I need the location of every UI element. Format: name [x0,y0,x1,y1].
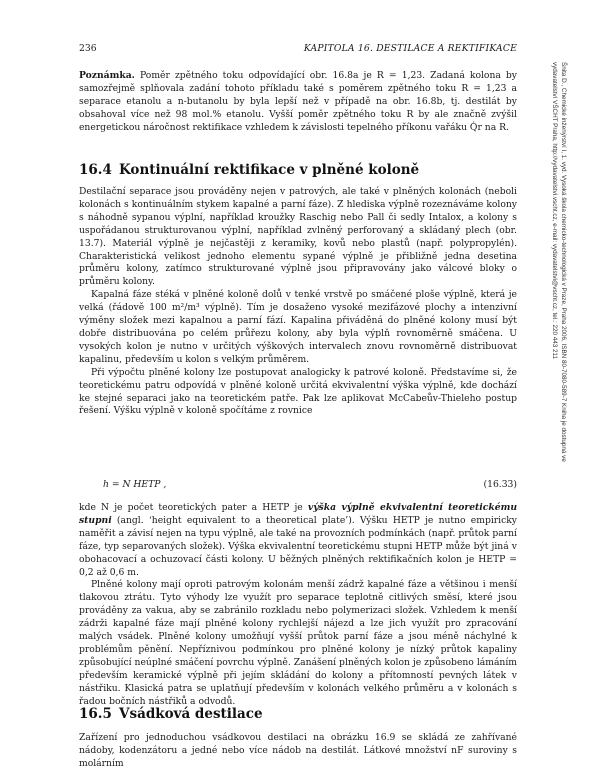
paragraph: kde N je počet teoretických pater a HETP je výška výplně ekvivalentní teoretickému stupni (angl. ‘height equivalent to a theoretical plate’). Výšku HETP je nutno empiricky naměřit a závisí nejen na typu výplně, ale také na provozních podmínkách (např. průtok parní fáze, typ separovaných složek). Výška ekvivalentní teoretickému stupni HETP může být jiná v obohacovací a ochuzovací části kolony. U běžných plněných rektifikačních kolon je HETP = 0,2 až 0,6 m. [79,502,517,578]
paragraph: Plněné kolony mají oproti patrovým kolonám menší zádrž kapalné fáze a většinou i menší tlakovou ztrátu. Tyto výhody lze využít pro separace teplotně citlivých směsí, které jsou prováděny za vakua, aby se zabránilo rozkladu nebo polymerizaci složek. Vzhledem k menší zádrži kapalné fáze mají plněné kolony rychlejší nájezd a lze jich využít pro zpracování malých vsádek. Plněné kolony umožňují vyšší průtok parní fáze a jsou méně náchylné k problémům pěnění. Nepříznivou podmínkou pro plněné kolony je nízký průtok kapaliny způsobující neúplné smáčení povrchu výplně. Zanášení plněných kolon je způsobeno lámáním především keramické výplně při jejím skládání do kolony a přítomností pevných látek v nástřiku. Klasická patra se uplatňují především v kolonách velkého průměru a v kolonách s řadou bočních nástřiků a odvodů. [79,579,517,707]
remark-paragraph [79,70,517,135]
side-note [525,62,567,472]
section-heading-16-4 [79,162,517,178]
page-number: 236 [79,43,97,54]
side-note-text: Šnita D., Chemické inženýrství I, 1. vyd. Vysoká škola chemicko-technologická v Praze, Praha 2006, ISBN 80-7080-589-7 Kniha je dostupná ve vydavatelství VŠCHT Praha, http://vydavatelstvi.vscht.cz, e-mail: vydavatelstvi@vscht.cz, tel.: 220 443 211 [551,62,567,462]
paragraph: Zařízení pro jednoduchou vsádkovou destilaci na obrázku 16.9 se skládá ze zahřívané nádoby, kodenzátoru a jedné nebo více nádob na destilát. Látkové množství nF suroviny s molárním [79,732,517,769]
equation-expression: h = N HETP , [103,479,167,490]
section-title: Vsádková destilace [119,706,263,722]
remark-label: Poznámka. [79,70,135,81]
equation-number: (16.33) [483,479,517,490]
page-header [79,43,517,57]
section-16-4-continued [79,502,517,709]
paragraph: Destilační separace jsou prováděny nejen v patrových, ale také v plněných kolonách (neboli kolonách s kontinuálním stykem kapalné a parní fáze). Z hlediska výplně rozeznáváme kolony s náhodně sypanou výplní, například kroužky Raschig nebo Pall či sedly Intalox, a kolony s uspořádanou strukturovanou výplní, například zvlněný perforovaný a skládaný plech (obr. 13.7). Materiál výplně je nejčastěji z keramiky, kovů nebo plastů (např. polypropylén). Charakteristická velikost jednoho elementu sypané výplně je přibližně jedna desetina průměru kolony, zatímco strukturované výplně jsou připravovány jako válcové bloky o průměru kolony. [79,186,517,288]
section-title: Kontinuální rektifikace v plněné koloně [119,162,420,178]
section-16-5-body [79,732,517,771]
section-heading-16-5 [79,706,517,722]
paragraph: Při výpočtu plněné kolony lze postupovat analogicky k patrové koloně. Představíme si, že teoretickému patru odpovídá v plněné koloně určitá ekvivalentní výška výplně, kde dochází ke stejné separaci jako na teoretickém patře. Pak lze aplikovat McCabeův-Thieleho postup řešení. Výšku výplně v koloně spočítáme z rovnice [79,366,517,417]
defined-term: výška výplně ekvivalentní teoretickému stupni [79,502,517,526]
equation-16-33 [79,479,517,493]
remark-text: Poměr zpětného toku odpovídající obr. 16.8a je R = 1,23. Zadaná kolona by samozřejmě splňovala zadání tohoto příkladu také s poměrem zpětného toku R = 1,23 a separace etanolu a n-butanolu by byla lepší než v případě na obr. 16.8b, tj. destilát by obsahoval více než 98 mol.% etanolu. Vyšší poměr zpětného toku R by ale značně zvýšil energetickou náročnost rektifikace vzhledem k závislosti tepelného příkonu vařáku Q̇r na R. [79,70,517,133]
running-title: KAPITOLA 16. DESTILACE A REKTIFIKACE [303,43,517,54]
section-16-4-body [79,186,517,418]
section-number: 16.5 [79,706,112,722]
section-number: 16.4 [79,162,112,178]
paragraph: Kapalná fáze stéká v plněné koloně dolů v tenké vrstvě po smáčené ploše výplně, která je velká (řádově 100 m²/m³ výplně). Tím je dosaženo vysoké mezifázové plochy a intenzivní výměny složek mezi kapalnou a parní fází. Kapalina přiváděná do plněné kolony musí být dobře distribuována po celém průřezu kolony, aby byla výplň rovnoměrně smáčena. U vysokých kolon je nutno v určitých výškových intervalech znovu rovnoměrně distribuovat kapalinu, především u kolon s velkým průměrem. [79,289,517,365]
